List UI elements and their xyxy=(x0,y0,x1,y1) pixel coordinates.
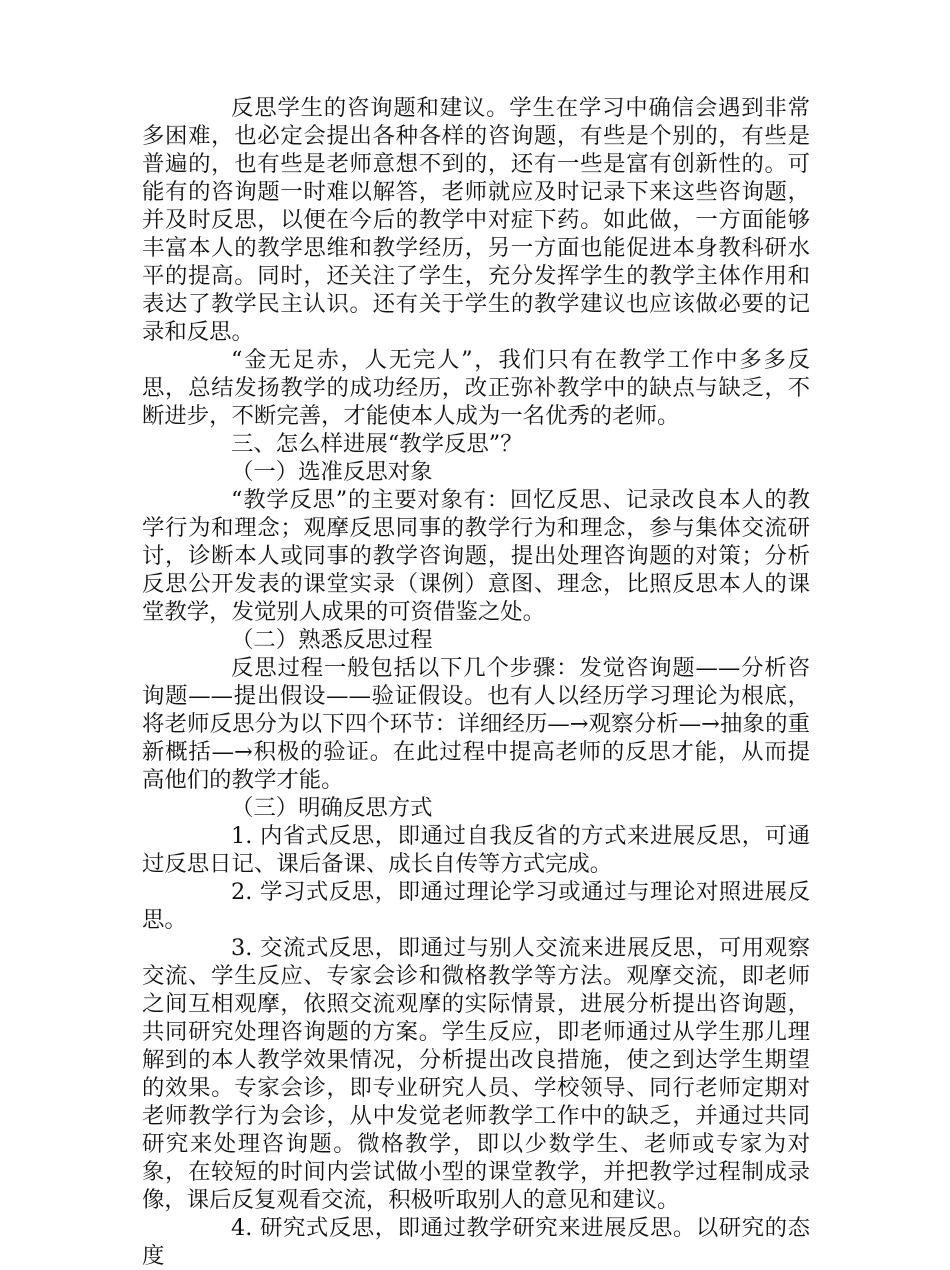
document-body xyxy=(142,94,810,1270)
section-heading-how-to-reflect: 三、怎么样进展“教学反思”？ xyxy=(231,431,523,457)
paragraph-student-questions: 反思学生的咨询题和建议。学生在学习中确信会遇到非常多困难，也必定会提出各种各样的咨询题，有些是个别的，有些是普遍的，也有些是老师意想不到的，还有一些是富有创新性的。可能有的咨询题一时难以解答，老师就应及时记录下来这些咨询题，并及时反思，以便在今后的教学中对症下药。如此做，一方面能够丰富本人的教学思维和教学经历，另一方面也能促进本身教科研水平的提高。同时，还关注了学生，充分发挥学生的教学主体作用和表达了教学民主认识。还有关于学生的教学建议也应该做必要的记录和反思。 xyxy=(142,95,810,345)
list-item-research-reflection: 4. 研究式反思，即通过教学研究来进展反思。以研究的态度 xyxy=(142,1215,810,1269)
paragraph-reflection-process: 反思过程一般包括以下几个步骤：发觉咨询题——分析咨询题——提出假设——验证假设。也有人以经历学习理论为根底，将老师反思分为以下四个环节：详细经历—→观察分析—→抽象的重新概括—→积极的验证。在此过程中提高老师的反思才能，从而提高他们的教学才能。 xyxy=(142,655,810,793)
subheading-reflection-process: （二）熟悉反思过程 xyxy=(231,627,433,653)
subheading-reflection-methods: （三）明确反思方式 xyxy=(231,795,433,821)
paragraph-self-improvement: “金无足赤，人无完人”，我们只有在教学工作中多多反思，总结发扬教学的成功经历，改正弥补教学中的缺点与缺乏，不断进步，不断完善，才能使本人成为一名优秀的老师。 xyxy=(142,347,810,429)
list-item-introspective-reflection: 1. 内省式反思，即通过自我反省的方式来进展反思，可通过反思日记、课后备课、成长自传等方式完成。 xyxy=(142,823,810,877)
list-item-communicative-reflection: 3. 交流式反思，即通过与别人交流来进展反思，可用观察交流、学生反应、专家会诊和微格教学等方法。观摩交流，即老师之间互相观摩，依照交流观摩的实际情景，进展分析提出咨询题，共同研究处理咨询题的方案。学生反应，即老师通过从学生那儿理解到的本人教学效果情况，分析提出改良措施，使之到达学生期望的效果。专家会诊，即专业研究人员、学校领导、同行老师定期对老师教学行为会诊，从中发觉老师教学工作中的缺乏，并通过共同研究来处理咨询题。微格教学，即以少数学生、老师或专家为对象，在较短的时间内尝试做小型的课堂教学，并把教学过程制成录像，课后反复观看交流，积极听取别人的意见和建议。 xyxy=(142,935,810,1213)
list-item-learning-reflection: 2. 学习式反思，即通过理论学习或通过与理论对照进展反思。 xyxy=(142,879,810,933)
subheading-reflection-objects: （一）选准反思对象 xyxy=(231,459,433,485)
paragraph-reflection-objects: “教学反思”的主要对象有：回忆反思、记录改良本人的教学行为和理念；观摩反思同事的教学行为和理念，参与集体交流研讨，诊断本人或同事的教学咨询题，提出处理咨询题的对策；分析反思公开发表的课堂实录（课例）意图、理念，比照反思本人的课堂教学，发觉别人成果的可资借鉴之处。 xyxy=(142,487,810,625)
